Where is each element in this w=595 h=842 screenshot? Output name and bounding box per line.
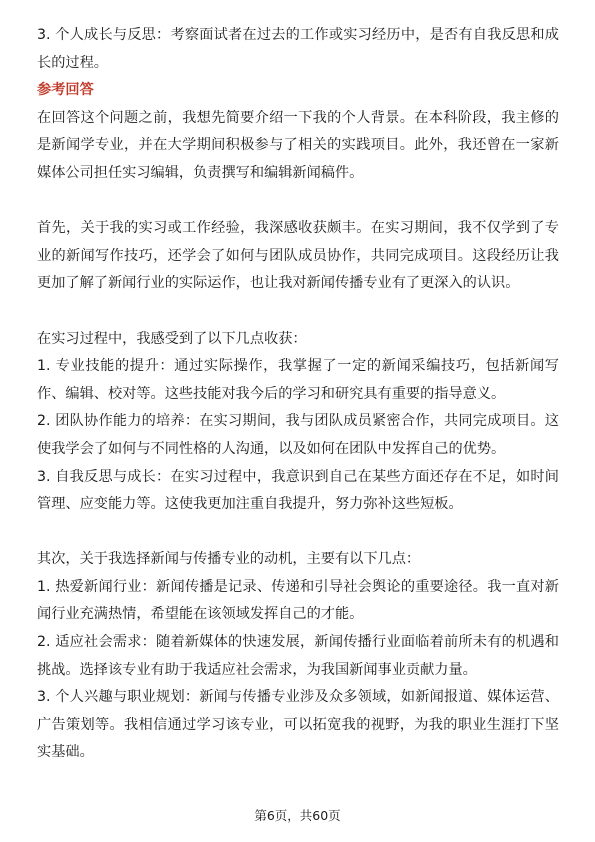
- gain-item: 2. 团队协作能力的培养：在实习期间，我与团队成员紧密合作，共同完成项目。这使我学会了如何与不同性格的人沟通，以及如何在团队中发挥自己的优势。: [37, 413, 559, 457]
- motive-item: 2. 适应社会需求：随着新媒体的快速发展，新闻传播行业面临着前所未有的机遇和挑战。选择该专业有助于我适应社会需求，为我国新闻事业贡献力量。: [37, 634, 559, 678]
- motive-item: 3. 个人兴趣与职业规划：新闻与传播专业涉及众多领域，如新闻报道、媒体运营、广告策划等。我相信通过学习该专业，可以拓宽我的视野，为我的职业生涯打下坚实基础。: [37, 689, 559, 761]
- intro-list-item: 3. 个人成长与反思：考察面试者在过去的工作或实习经历中，是否有自我反思和成长的过程。: [37, 27, 559, 71]
- gain-item: 1. 专业技能的提升：通过实际操作，我掌握了一定的新闻采编技巧，包括新闻写作、编辑、校对等。这些技能对我今后的学习和研究具有重要的指导意义。: [37, 358, 559, 402]
- motive-item: 1. 热爱新闻行业：新闻传播是记录、传递和引导社会舆论的重要途径。我一直对新闻行业充满热情，希望能在该领域发挥自己的才能。: [37, 578, 559, 623]
- experience-paragraph: 首先，关于我的实习或工作经验，我深感收获颇丰。在实习期间，我不仅学到了专业的新闻写作技巧，还学会了如何与团队成员协作，共同完成项目。这段经历让我更加了解了新闻行业的实际运作，也让我对新闻传播专业有了更深入的认识。: [37, 220, 559, 292]
- background-paragraph: 在回答这个问题之前，我想先简要介绍一下我的个人背景。在本科阶段，我主修的是新闻学专业，并在大学期间积极参与了相关的实践项目。此外，我还曾在一家新媒体公司担任实习编辑，负责撰写和编辑新闻稿件。: [37, 109, 559, 181]
- paragraph-gap: [37, 519, 559, 547]
- paragraph-gap: [37, 188, 559, 216]
- gain-item: 3. 自我反思与成长：在实习过程中，我意识到自己在某些方面还存在不足，如时间管理、应变能力等。这使我更加注重自我提升，努力弥补这些短板。: [37, 468, 559, 513]
- paragraph-gap: [37, 298, 559, 326]
- page-number-footer: 第6页，共60页: [254, 808, 341, 823]
- answer-heading: 参考回答: [37, 82, 94, 99]
- document-body: [37, 22, 559, 767]
- motives-intro: 其次，关于我选择新闻与传播专业的动机，主要有以下几点：: [37, 551, 421, 568]
- gains-intro: 在实习过程中，我感受到了以下几点收获：: [37, 330, 307, 347]
